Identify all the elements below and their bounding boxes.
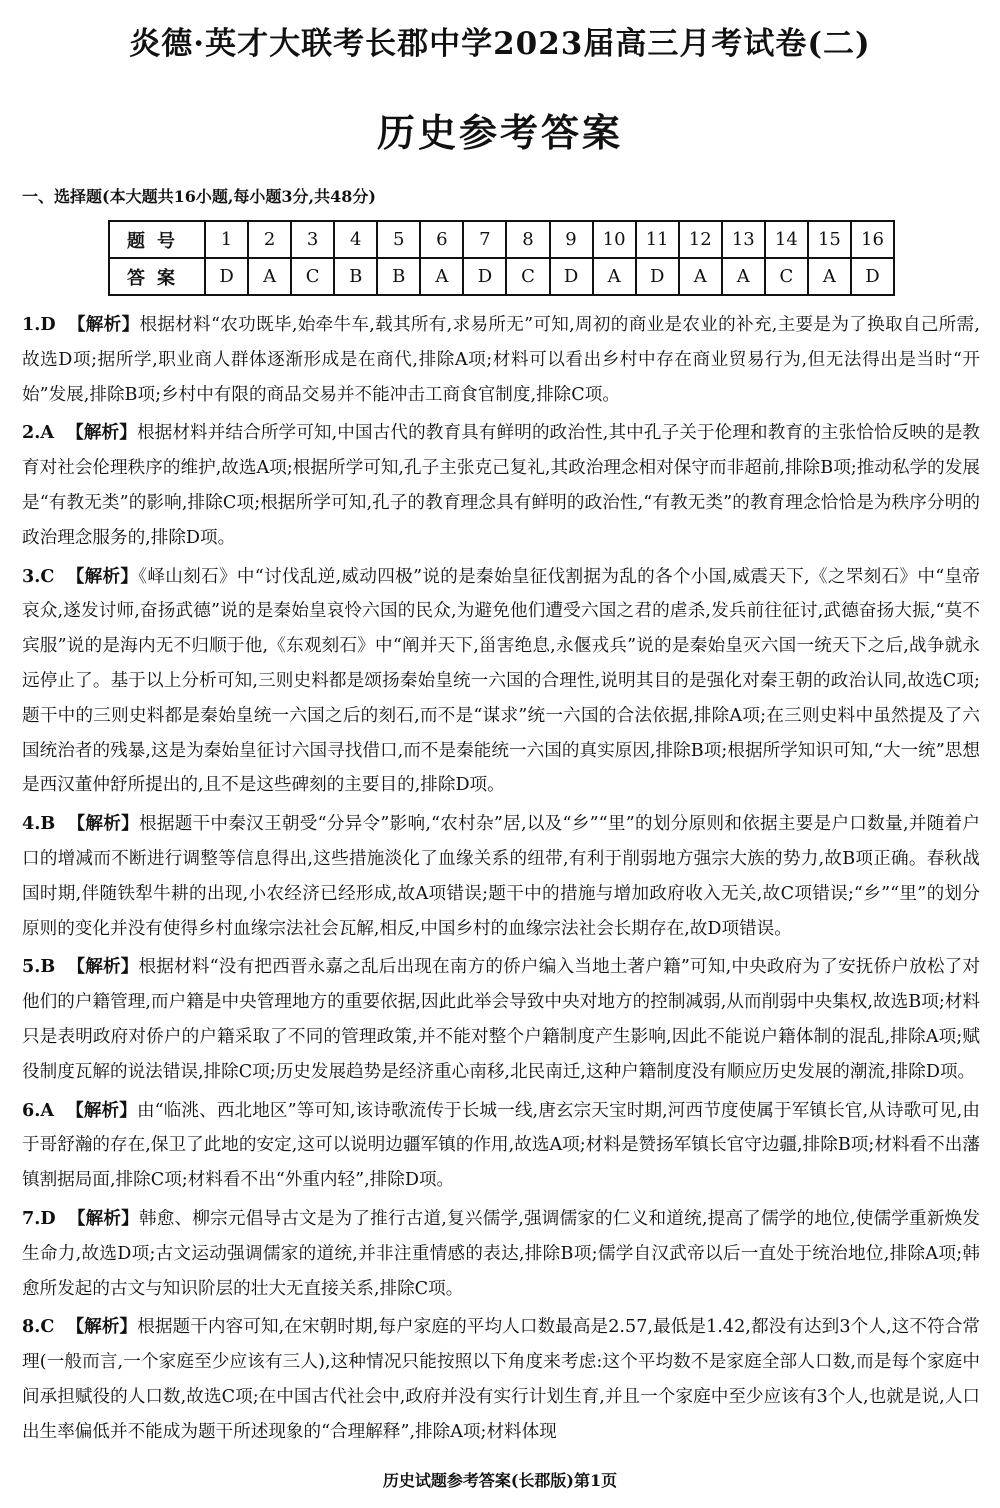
answer-cell: D xyxy=(550,258,593,295)
question-number-cell: 6 xyxy=(420,221,463,258)
question-number-cell: 2 xyxy=(248,221,291,258)
analysis-tag: 【解析】 xyxy=(67,1207,139,1229)
answer-row xyxy=(109,258,894,295)
question-number-cell: 15 xyxy=(808,221,851,258)
item-number: 8.C xyxy=(22,1316,55,1338)
question-number-cell: 1 xyxy=(205,221,248,258)
analysis-tag: 【解析】 xyxy=(67,813,139,835)
analysis-item-7 xyxy=(22,1202,980,1306)
analysis-item-4 xyxy=(22,807,980,946)
item-number: 2.A xyxy=(22,422,55,444)
question-number-cell: 5 xyxy=(377,221,420,258)
answer-cell: A xyxy=(420,258,463,295)
answer-cell: A xyxy=(808,258,851,295)
section-heading: 一、选择题(本大题共16小题,每小题3分,共48分) xyxy=(22,187,376,206)
answer-cell: D xyxy=(636,258,679,295)
answer-cell: C xyxy=(291,258,334,295)
answer-cell: A xyxy=(679,258,722,295)
answer-cell: C xyxy=(765,258,808,295)
analysis-tag: 【解析】 xyxy=(66,1099,137,1121)
analysis-item-1 xyxy=(22,308,980,412)
analysis-item-5 xyxy=(22,950,980,1089)
analysis-text: 《峄山刻石》中“讨伐乱逆,威动四极”说的是秦始皇征伐割据为乱的各个小国,威震天下,《之罘刻石》中“皇帝哀众,遂发讨师,奋扬武德”说的是秦始皇哀怜六国的民众,为避免他们遭受六国之君的虐杀,发兵前往征讨,武德奋扬大振,“莫不宾服”说的是海内无不归顺于他,《东观刻石》中“阐并天下,甾害绝息,永偃戎兵”说的是秦始皇灭六国一统天下之后,战争就永远停止了。基于以上分析可知,三则史料都是颂扬秦始皇统一六国的合理性,说明其目的是强化对秦王朝的政治认同,故选C项;题干中的三则史料都是秦始皇统一六国之后的刻石,而不是“谋求”统一六国的合法依据,排除A项;在三则史料中虽然提及了六国统治者的残暴,这是为秦始皇征讨六国寻找借口,而不是秦能统一六国的真实原因,排除B项;根据所学知识可知,“大一统”思想是西汉董仲舒所提出的,且不是这些碑刻的主要目的,排除D项。 xyxy=(22,566,980,796)
question-number-cell: 11 xyxy=(636,221,679,258)
question-number-row xyxy=(109,221,894,258)
analysis-tag: 【解析】 xyxy=(66,1316,138,1338)
answer-cell: C xyxy=(506,258,549,295)
analysis-text: 韩愈、柳宗元倡导古文是为了推行古道,复兴儒学,强调儒家的仁义和道统,提高了儒学的地位,使儒学重新焕发生命力,故选D项;古文运动强调儒家的道统,并非注重情感的表达,排除B项;儒学自汉武帝以后一直处于统治地位,排除A项;韩愈所发起的古文与知识阶层的壮大无直接关系,排除C项。 xyxy=(22,1208,980,1299)
answer-cell: A xyxy=(722,258,765,295)
analysis-text: 由“临洮、西北地区”等可知,该诗歌流传于长城一线,唐玄宗天宝时期,河西节度使属于军镇长官,从诗歌可见,由于哥舒瀚的存在,保卫了此地的安定,这可以说明边疆军镇的作用,故选A项;材料是赞扬军镇长官守边疆,排除B项;材料看不出藩镇割据局面,排除C项;材料看不出“外重内轻”,排除D项。 xyxy=(22,1100,980,1191)
item-number: 6.A xyxy=(22,1099,55,1121)
question-number-cell: 8 xyxy=(506,221,549,258)
analysis-item-6 xyxy=(22,1094,980,1198)
document-title: 历史参考答案 xyxy=(376,110,623,155)
exam-title: 炎德·英才大联考长郡中学2023届高三月考试卷(二) xyxy=(129,26,871,62)
analysis-text: 根据材料“没有把西晋永嘉之乱后出现在南方的侨户编入当地土著户籍”可知,中央政府为了安抚侨户放松了对他们的户籍管理,而户籍是中央管理地方的重要依据,因此此举会导致中央对地方的控制减弱,从而削弱中央集权,故选B项;材料只是表明政府对侨户的户籍采取了不同的管理政策,并不能对整个户籍制度产生影响,因此不能说户籍体制的混乱,排除A项;赋役制度瓦解的说法错误,排除C项;历史发展趋势是经济重心南移,北民南迁,这种户籍制度没有顺应历史发展的潮流,排除D项。 xyxy=(22,957,980,1082)
answer-table xyxy=(108,220,895,296)
question-number-cell: 14 xyxy=(765,221,808,258)
analysis-item-2 xyxy=(22,416,980,555)
analysis-text: 根据材料“农功既毕,始牵牛车,载其所有,求易所无”可知,周初的商业是农业的补充,主要是为了换取自己所需,故选D项;据所学,职业商人群体逐渐形成是在商代,排除A项;材料可以看出乡村中存在商业贸易行为,但无法得出是当时“开始”发展,排除B项;乡村中有限的商品交易并不能冲击工商食官制度,排除C项。 xyxy=(22,315,980,405)
item-number: 5.B xyxy=(22,956,56,978)
analysis-text: 根据题干内容可知,在宋朝时期,每户家庭的平均人口数最高是2.57,最低是1.42,都没有达到3个人,这不符合常理(一般而言,一个家庭至少应该有三人),这种情况只能按照以下角度来考虑:这个平均数不是家庭全部人口数,而是每个家庭中间承担赋役的人口数,故选C项;在中国古代社会中,政府并没有实行计划生育,并且一个家庭中至少应该有3个人,也就是说,人口出生率偏低并不能成为题干所述现象的“合理解释”,排除A项;材料体现 xyxy=(22,1317,980,1442)
analysis-text: 根据题干中秦汉王朝受“分异令”影响,“农村杂”居,以及“乡”“里”的划分原则和依据主要是户口数量,并随着户口的增减而不断进行调整等信息得出,这些措施淡化了血缘关系的纽带,有利于削弱地方强宗大族的势力,故B项正确。春秋战国时期,伴随铁犁牛耕的出现,小农经济已经形成,故A项错误;题干中的措施与增加政府收入无关,故C项错误;“乡”“里”的划分原则的变化并没有使得乡村血缘宗法社会瓦解,相反,中国乡村的血缘宗法社会长期存在,故D项错误。 xyxy=(22,814,980,939)
answer-cell: B xyxy=(377,258,420,295)
answer-cell: D xyxy=(205,258,248,295)
analysis-list xyxy=(22,308,980,1454)
answer-cell: A xyxy=(593,258,636,295)
answer-cell: B xyxy=(334,258,377,295)
item-number: 4.B xyxy=(22,813,56,835)
analysis-tag: 【解析】 xyxy=(66,565,139,587)
answer-cell: A xyxy=(248,258,291,295)
question-number-cell: 16 xyxy=(851,221,894,258)
question-number-cell: 7 xyxy=(463,221,506,258)
question-number-cell: 3 xyxy=(291,221,334,258)
question-number-cell: 9 xyxy=(550,221,593,258)
answer-cell: D xyxy=(851,258,894,295)
item-number: 1.D xyxy=(22,314,56,335)
row-label-answer: 答案 xyxy=(109,258,205,295)
analysis-item-8 xyxy=(22,1310,980,1449)
answer-cell: D xyxy=(463,258,506,295)
row-label-question-number: 题号 xyxy=(109,221,205,258)
item-number: 3.C xyxy=(22,565,55,587)
page-footer: 历史试题参考答案(长郡版)第1页 xyxy=(382,1471,618,1490)
analysis-tag: 【解析】 xyxy=(67,956,139,978)
analysis-text: 根据材料并结合所学可知,中国古代的教育具有鲜明的政治性,其中孔子关于伦理和教育的主张恰恰反映的是教育对社会伦理秩序的维护,故选A项;根据所学可知,孔子主张克己复礼,其政治理念相对保守而非超前,排除B项;推动私学的发展是“有教无类”的影响,排除C项;根据所学可知,孔子的教育理念具有鲜明的政治性,“有教无类”的教育理念恰恰是为秩序分明的政治理念服务的,排除D项。 xyxy=(22,423,980,548)
question-number-cell: 13 xyxy=(722,221,765,258)
question-number-cell: 12 xyxy=(679,221,722,258)
analysis-item-3 xyxy=(22,560,980,804)
question-number-cell: 10 xyxy=(593,221,636,258)
analysis-tag: 【解析】 xyxy=(67,314,140,335)
analysis-tag: 【解析】 xyxy=(66,422,137,444)
item-number: 7.D xyxy=(22,1207,56,1229)
question-number-cell: 4 xyxy=(334,221,377,258)
